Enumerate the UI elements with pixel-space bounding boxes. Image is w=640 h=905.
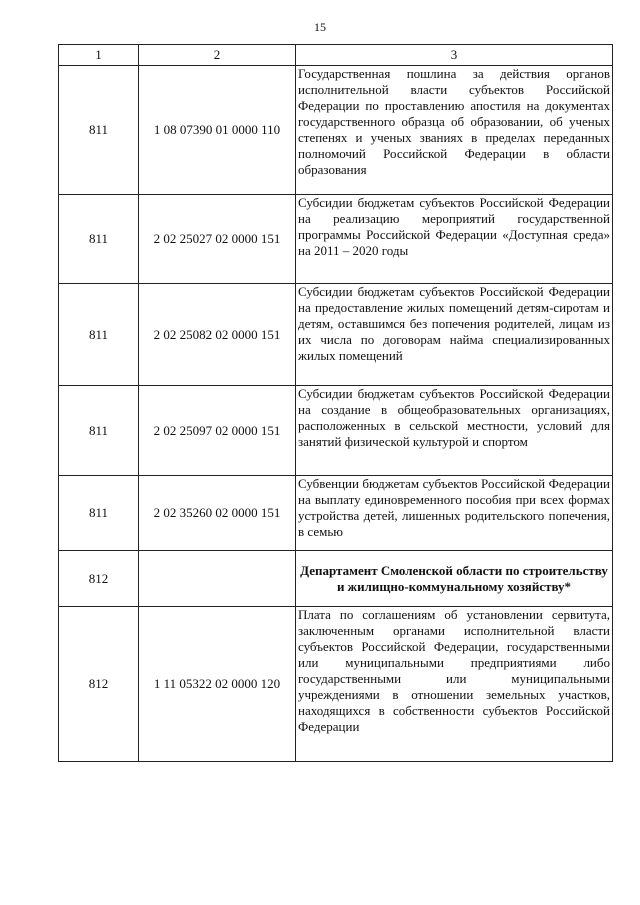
table-row <box>59 476 613 551</box>
table-row <box>59 195 613 284</box>
page-number: 15 <box>314 20 326 34</box>
admin-code-cell: 811 <box>59 284 139 386</box>
description-cell: Субсидии бюджетам субъектов Российской Федерации на реализацию мероприятий государственной программы Российской Федерации «Доступная среда» на 2011 – 2020 годы <box>296 195 613 284</box>
revenue-code-cell <box>139 551 296 607</box>
table-header-row <box>59 45 613 66</box>
admin-code-cell: 811 <box>59 386 139 476</box>
admin-code-cell: 811 <box>59 66 139 195</box>
description-cell: Субвенции бюджетам субъектов Российской Федерации на выплату единовременного пособия при всех формах устройства детей, лишенных родительского попечения, в семью <box>296 476 613 551</box>
table-row <box>59 386 613 476</box>
description-cell: Плата по соглашениям об установлении сервитута, заключенным органами исполнительной власти субъектов Российской Федерации, государственными или муниципальными предприятиями либо государственными или муниципальными учреждениями в отношении земельных участков, находящихся в собственности субъектов Российской Федерации <box>296 607 613 762</box>
admin-code-cell: 811 <box>59 476 139 551</box>
table-row <box>59 284 613 386</box>
description-cell: Государственная пошлина за действия органов исполнительной власти субъектов Российской Федерации по проставлению апостиля на документах государственного образца об образовании, об ученых степенях и ученых званиях в пределах переданных полномочий Российской Федерации в области образования <box>296 66 613 195</box>
admin-code-cell: 812 <box>59 551 139 607</box>
description-cell: Субсидии бюджетам субъектов Российской Федерации на создание в общеобразовательных организациях, расположенных в сельской местности, условий для занятий физической культурой и спортом <box>296 386 613 476</box>
revenue-code-cell: 2 02 35260 02 0000 151 <box>139 476 296 551</box>
table-row <box>59 607 613 762</box>
revenue-code-cell: 1 08 07390 01 0000 110 <box>139 66 296 195</box>
admin-code-cell: 811 <box>59 195 139 284</box>
department-title-cell: Департамент Смоленской области по строительству и жилищно-коммунальному хозяйству* <box>296 551 613 607</box>
budget-classification-table <box>58 44 613 762</box>
revenue-code-cell: 2 02 25097 02 0000 151 <box>139 386 296 476</box>
description-cell: Субсидии бюджетам субъектов Российской Федерации на предоставление жилых помещений детям-сиротам и детям, оставшимся без попечения родителей, лицам из их числа по договорам найма специализированных жилых помещений <box>296 284 613 386</box>
revenue-code-cell: 2 02 25082 02 0000 151 <box>139 284 296 386</box>
revenue-code-cell: 2 02 25027 02 0000 151 <box>139 195 296 284</box>
column-header-3: 3 <box>296 45 613 66</box>
table-row <box>59 66 613 195</box>
column-header-1: 1 <box>59 45 139 66</box>
admin-code-cell: 812 <box>59 607 139 762</box>
revenue-code-cell: 1 11 05322 02 0000 120 <box>139 607 296 762</box>
column-header-2: 2 <box>139 45 296 66</box>
table-row-department <box>59 551 613 607</box>
